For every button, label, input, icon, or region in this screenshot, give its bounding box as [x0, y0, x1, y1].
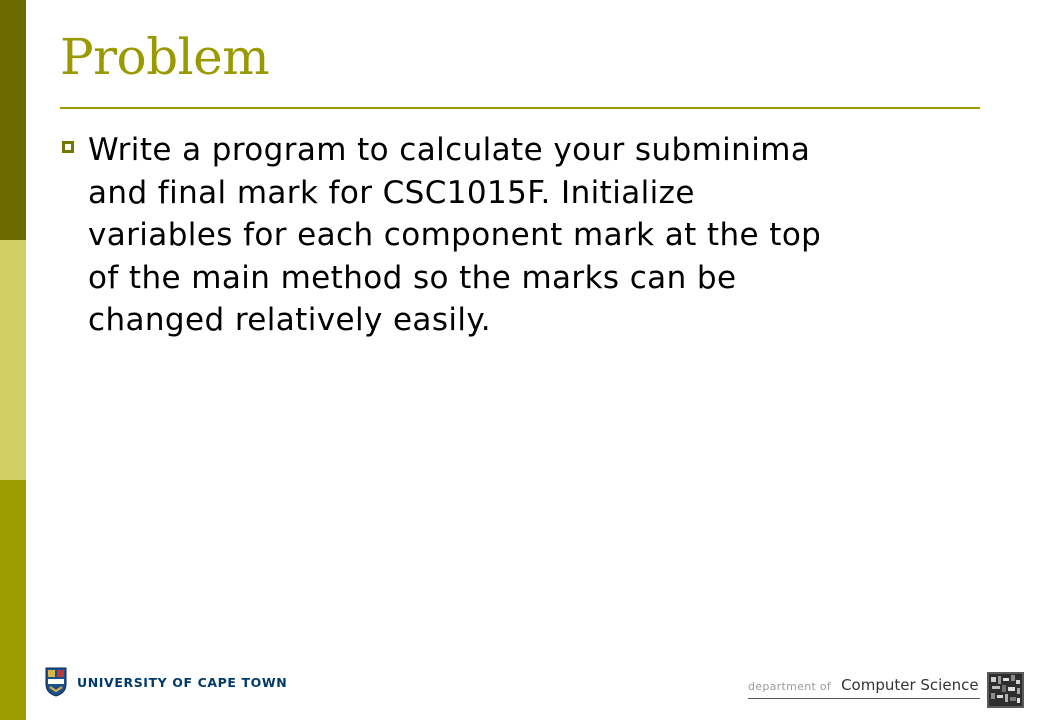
title-divider: [60, 107, 980, 109]
department-prefix: department of: [748, 680, 832, 693]
department-logo: [748, 676, 979, 694]
department-emblem-icon: [987, 672, 1024, 708]
department-name: Computer Science: [841, 676, 979, 694]
bullet-text: Write a program to calculate your subminima and final mark for CSC1015F. Initialize variables for each component mark at the top of the main method so the marks can be changed relatively easily.: [88, 132, 822, 338]
department-underline: [748, 698, 980, 699]
sidebar-top-segment: [0, 0, 26, 240]
uct-logo: [45, 667, 287, 697]
uct-shield-icon: [45, 667, 67, 697]
university-name: UNIVERSITY OF CAPE TOWN: [77, 674, 288, 690]
slide-title: Problem: [60, 28, 270, 86]
sidebar-bottom-segment: [0, 480, 26, 720]
sidebar-middle-segment: [0, 240, 26, 480]
square-bullet-icon: [62, 141, 74, 153]
